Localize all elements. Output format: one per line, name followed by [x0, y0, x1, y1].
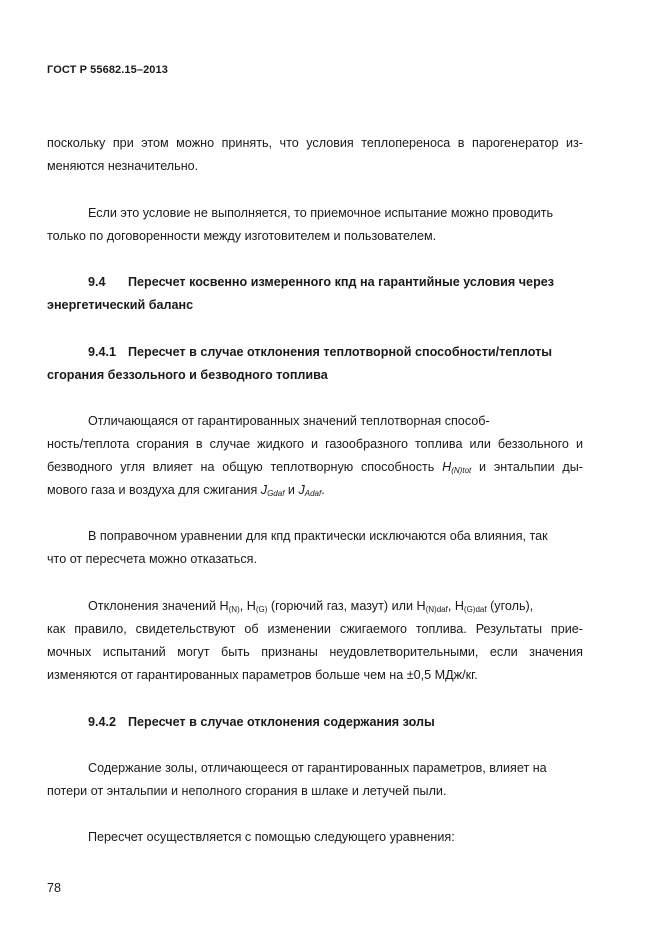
document-header: ГОСТ Р 55682.15–2013: [47, 64, 168, 76]
text-line: что от пересчета можно отказаться.: [47, 552, 257, 566]
paragraph-continuation: [47, 132, 583, 178]
text-line: ность/теплота сгорания в случае жидкого и газообразного топлива или беззольного и: [47, 437, 583, 451]
paragraph-equation-intro: [47, 826, 583, 849]
text-line: безводного угля влияет на общую теплотворную способность $H_{(N)tot}$ и энтальпии ды-: [47, 460, 584, 475]
section-heading-9-4-2: [47, 711, 583, 734]
section-title-line: энергетический баланс: [47, 298, 194, 312]
text-line: потери от энтальпии и неполного сгорания в шлаке и летучей пыли.: [47, 784, 447, 798]
text-line: мового газа и воздуха для сжигания $J_{Gdaf}$ и $J_{Adaf}$.: [47, 483, 325, 498]
text-line: Содержание золы, отличающееся от гарантированных параметров, влияет на: [88, 761, 547, 775]
section-number: 9.4.1: [88, 345, 117, 359]
section-title-line: сгорания беззольного и безводного топлива: [47, 368, 328, 382]
section-title-line: Пересчет косвенно измеренного кпд на гарантийные условия через: [128, 275, 555, 289]
text-line: Отклонения значений $H_{(N)}$, $H_{(G)}$ (горючий газ, мазут) или $H_{(N)daf}$, $H_{(G)daf}$ (уголь),: [88, 599, 534, 614]
text-line: Отличающаяся от гарантированных значений теплотворная способ-: [88, 414, 490, 428]
page-number: 78: [47, 881, 62, 895]
paragraph-acceptance-condition: [47, 202, 583, 248]
text-line: поскольку при этом можно принять, что условия теплопереноса в парогенератор из-: [47, 136, 583, 150]
text-line: только по договоренности между изготовителем и пользователем.: [47, 229, 437, 243]
section-heading-9-4-1: [47, 341, 583, 387]
paragraph-heating-value: [47, 410, 583, 502]
text-line: Пересчет осуществляется с помощью следующего уравнения:: [88, 830, 455, 844]
text-line: как правило, свидетельствуют об изменении сжигаемого топлива. Результаты прие-: [47, 622, 583, 636]
section-number: 9.4: [88, 275, 106, 289]
section-title-line: Пересчет в случае отклонения содержания золы: [128, 715, 435, 729]
paragraph-ash-content: [47, 757, 583, 803]
paragraph-correction-equation: [47, 525, 583, 571]
text-line: изменяются от гарантированных параметров больше чем на ±0,5 МДж/кг.: [47, 668, 478, 682]
text-line: В поправочном уравнении для кпд практически исключаются оба влияния, так: [88, 529, 548, 543]
section-heading-9-4: [47, 271, 583, 317]
text-line: меняются незначительно.: [47, 159, 199, 173]
text-line: Если это условие не выполняется, то приемочное испытание можно проводить: [88, 206, 554, 220]
section-title-line: Пересчет в случае отклонения теплотворной способности/теплоты: [128, 345, 553, 359]
section-number: 9.4.2: [88, 715, 117, 729]
paragraph-value-deviations: [47, 595, 583, 687]
text-line: мочных испытаний могут быть признаны неудовлетворительными, если значения: [47, 645, 583, 659]
